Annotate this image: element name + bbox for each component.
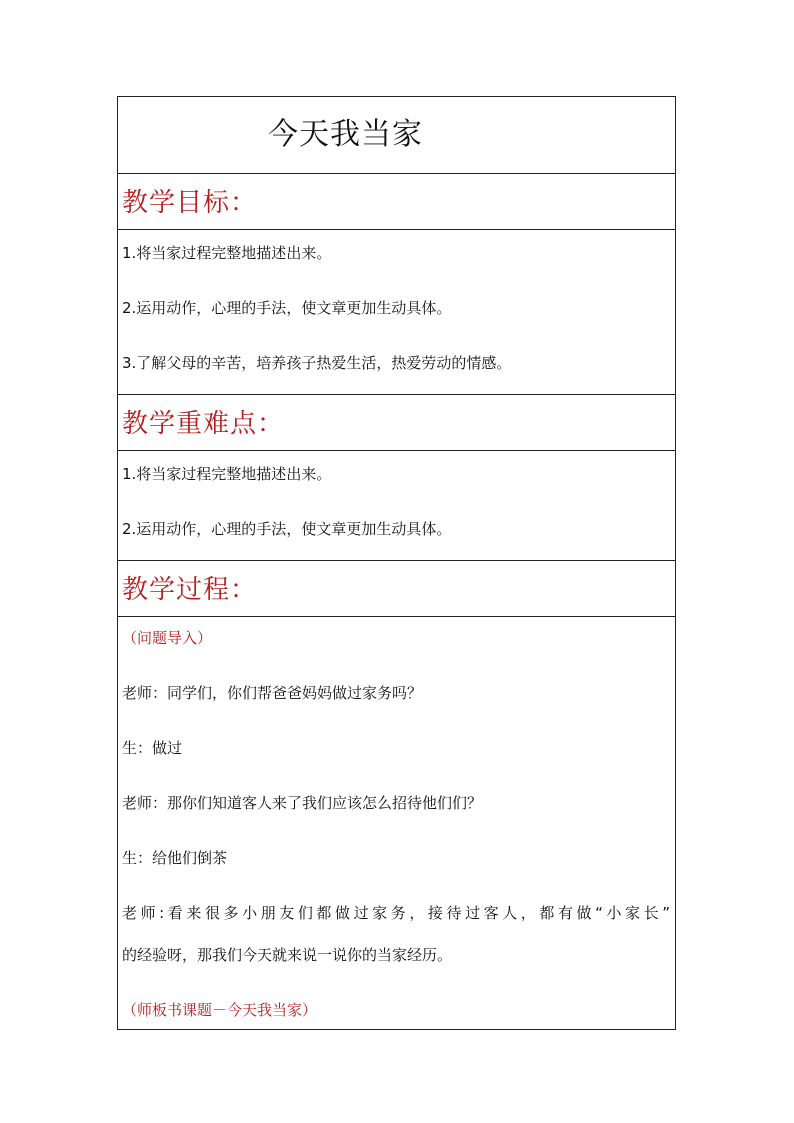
process-content-row — [118, 617, 675, 1029]
key-points-heading-row — [118, 395, 675, 451]
key-points-heading: 教学重难点： — [122, 409, 285, 439]
objective-item: 2.运用动作，心理的手法，使文章更加生动具体。 — [122, 299, 452, 317]
dialogue-line: 生：做过 — [122, 739, 183, 757]
objectives-content-row — [118, 230, 675, 395]
dialogue-line: 生：给他们倒茶 — [122, 849, 228, 867]
document-title: 今天我当家 — [268, 117, 423, 152]
intro-note: （问题导入） — [122, 629, 213, 647]
key-point-item: 2.运用动作，心理的手法，使文章更加生动具体。 — [122, 520, 452, 538]
objectives-heading-row — [118, 174, 675, 230]
dialogue-line: 老师:看来很多小朋友们都做过家务，接待过客人，都有做“小家长” — [122, 904, 670, 922]
dialogue-line: 老师：那你们知道客人来了我们应该怎么招待他们们？ — [122, 794, 483, 812]
dialogue-line: 老师：同学们，你们帮爸爸妈妈做过家务吗？ — [122, 684, 423, 702]
objective-item: 1.将当家过程完整地描述出来。 — [122, 244, 332, 262]
objective-item: 3.了解父母的辛苦，培养孩子热爱生活，热爱劳动的情感。 — [122, 354, 512, 372]
title-row — [118, 97, 675, 174]
dialogue-line: 的经验呀，那我们今天就来说一说你的当家经历。 — [122, 946, 453, 964]
board-note: （师板书课题－今天我当家） — [122, 1001, 318, 1019]
key-point-item: 1.将当家过程完整地描述出来。 — [122, 465, 332, 483]
process-heading-row — [118, 561, 675, 617]
key-points-content-row — [118, 451, 675, 561]
process-heading: 教学过程： — [122, 575, 258, 605]
lesson-plan-table — [117, 96, 676, 1030]
objectives-heading: 教学目标： — [122, 188, 258, 218]
